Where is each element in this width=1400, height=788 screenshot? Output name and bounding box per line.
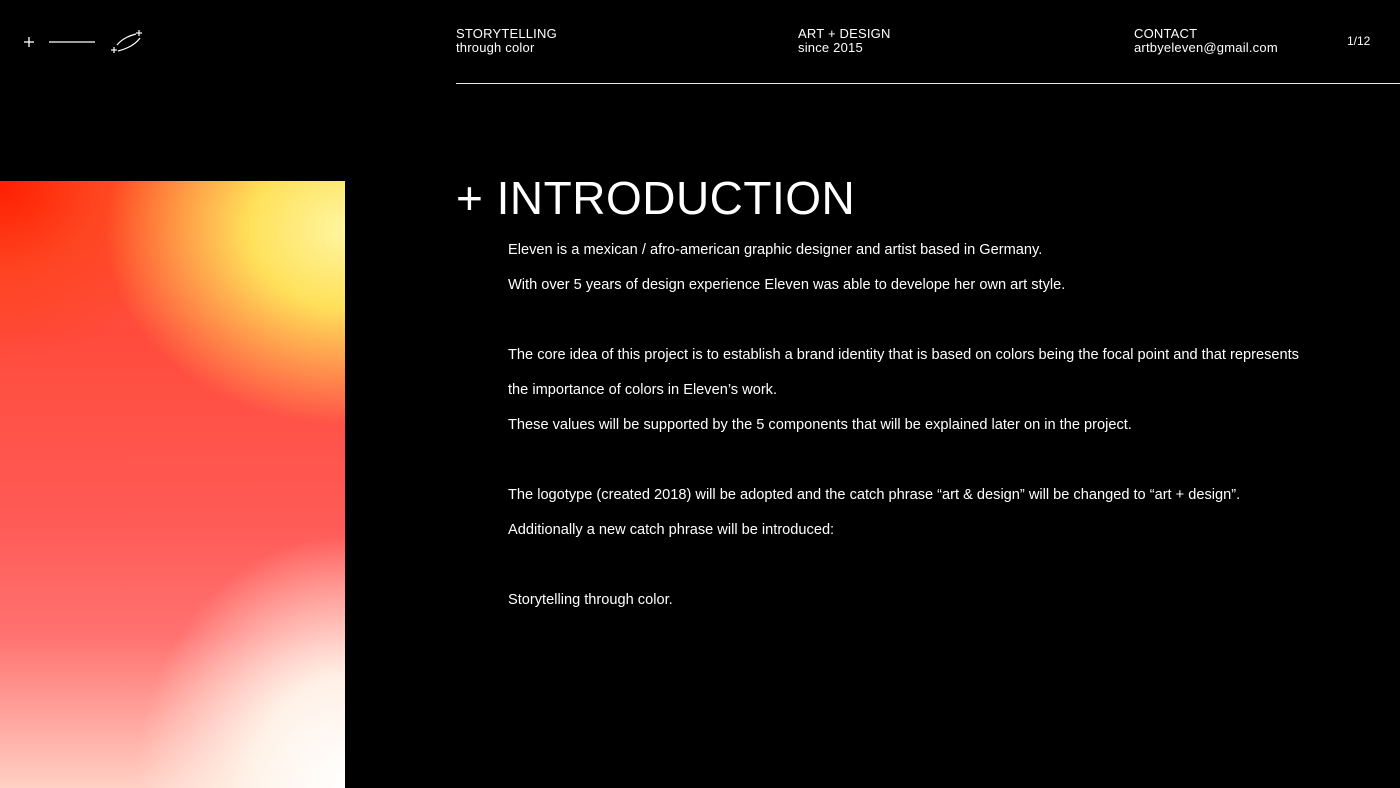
intro-paragraph: Additionally a new catch phrase will be introduced: [508,522,835,538]
intro-body [508,233,1368,618]
nav-contact [1134,27,1278,54]
nav-subtitle: through color [456,40,535,55]
nav-art-design [798,27,891,54]
intro-paragraph: the importance of colors in Eleven’s work. [508,382,778,398]
intro-paragraph: The logotype (created 2018) will be adopted and the catch phrase “art & design” will be changed to “art + design”. [508,487,1241,503]
nav-title: STORYTELLING [456,26,557,41]
intro-paragraph: The core idea of this project is to establish a brand identity that is based on colors being the focal point and that represents [508,347,1299,363]
intro-paragraph: Eleven is a mexican / afro-american graphic designer and artist based in Germany. [508,242,1043,258]
swoosh-sparkle-icon [111,30,142,53]
page-counter: 1/12 [1347,34,1371,48]
intro-paragraph: With over 5 years of design experience Eleven was able to develope her own art style. [508,277,1066,293]
nav-title: CONTACT [1134,26,1198,41]
color-gradient-panel [0,181,345,788]
contact-email-link[interactable]: artbyeleven@gmail.com [1134,40,1278,55]
catch-phrase: Storytelling through color. [508,592,673,608]
plus-icon [24,37,34,47]
logo-mark [22,28,148,56]
nav-title: ART + DESIGN [798,26,891,41]
header-divider [456,83,1400,84]
intro-paragraph: These values will be supported by the 5 components that will be explained later on in the project. [508,417,1132,433]
nav-subtitle: since 2015 [798,40,863,55]
nav-storytelling [456,27,557,54]
page-title: + INTRODUCTION [456,172,856,224]
